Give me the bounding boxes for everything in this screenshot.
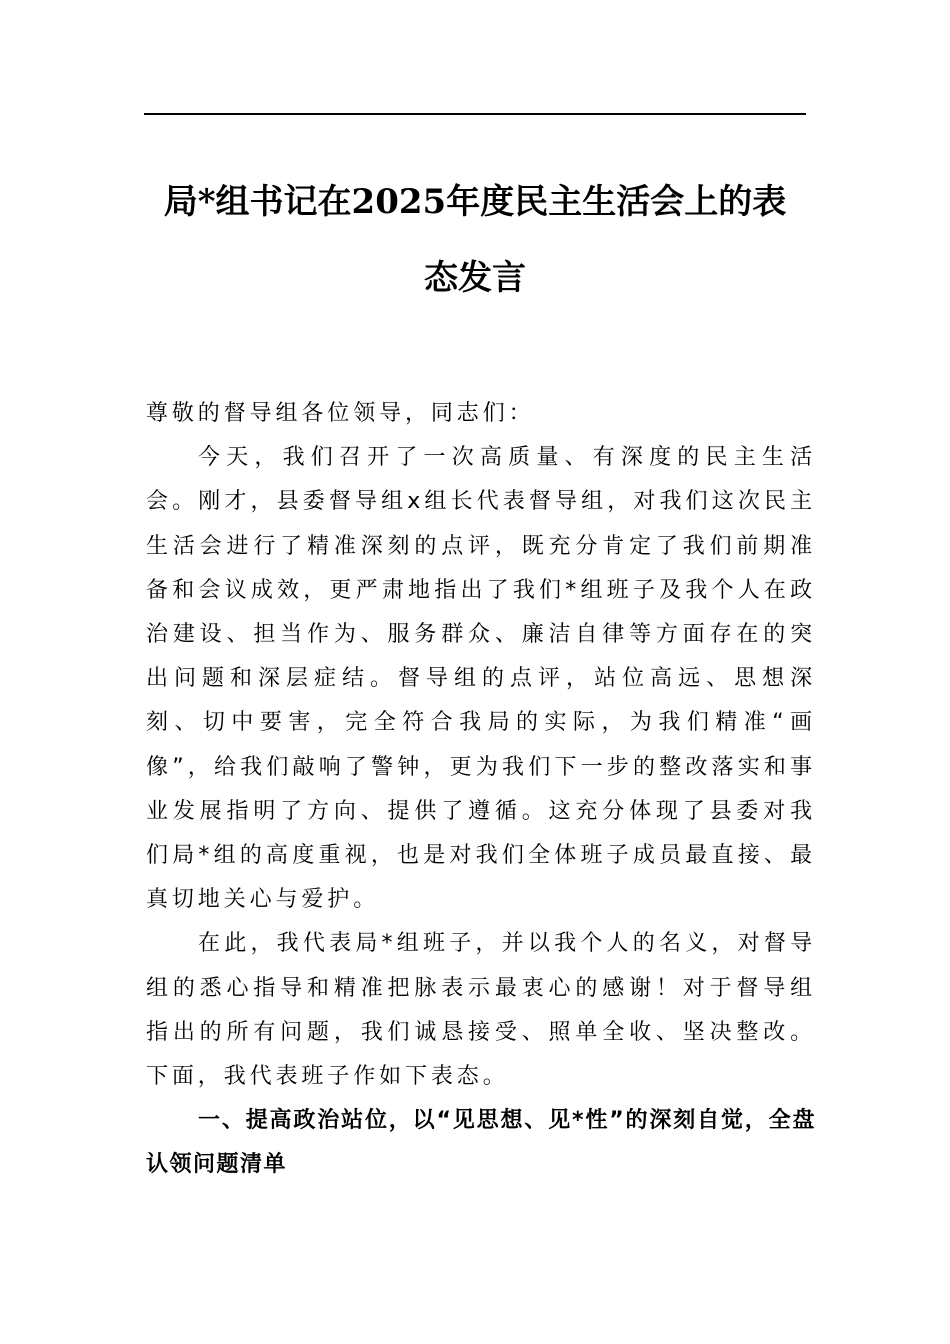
document-body bbox=[146, 392, 816, 1188]
section-heading-1: 一、提高政治站位，以“见思想、见*性”的深刻自觉，全盘认领问题清单 bbox=[146, 1108, 816, 1178]
salutation: 尊敬的督导组各位领导，同志们： bbox=[146, 401, 535, 426]
document-title bbox=[120, 164, 830, 316]
paragraph-1: 今天，我们召开了一次高质量、有深度的民主生活会。刚才，县委督导组x组长代表督导组，对我们这次民主生活会进行了精准深刻的点评，既充分肯定了我们前期准备和会议成效，更严肃地指出了我们*组班子及我个人在政治建设、担当作为、服务群众、廉洁自律等方面存在的突出问题和深层症结。督导组的点评，站位高远、思想深刻、切中要害，完全符合我局的实际，为我们精准“画像”，给我们敲响了警钟，更为我们下一步的整改落实和事业发展指明了方向、提供了遵循。这充分体现了县委对我们局*组的高度重视，也是对我们全体班子成员最直接、最真切地关心与爱护。 bbox=[146, 445, 816, 913]
title-line-1: 局*组书记在2025年度民主生活会上的表 bbox=[163, 182, 787, 222]
paragraph-2: 在此，我代表局*组班子，并以我个人的名义，对督导组的悉心指导和精准把脉表示最衷心的感谢！对于督导组指出的所有问题，我们诚恳接受、照单全收、坚决整改。下面，我代表班子作如下表态。 bbox=[146, 931, 816, 1090]
title-line-2: 态发言 bbox=[424, 258, 526, 298]
header-rule bbox=[144, 113, 806, 115]
